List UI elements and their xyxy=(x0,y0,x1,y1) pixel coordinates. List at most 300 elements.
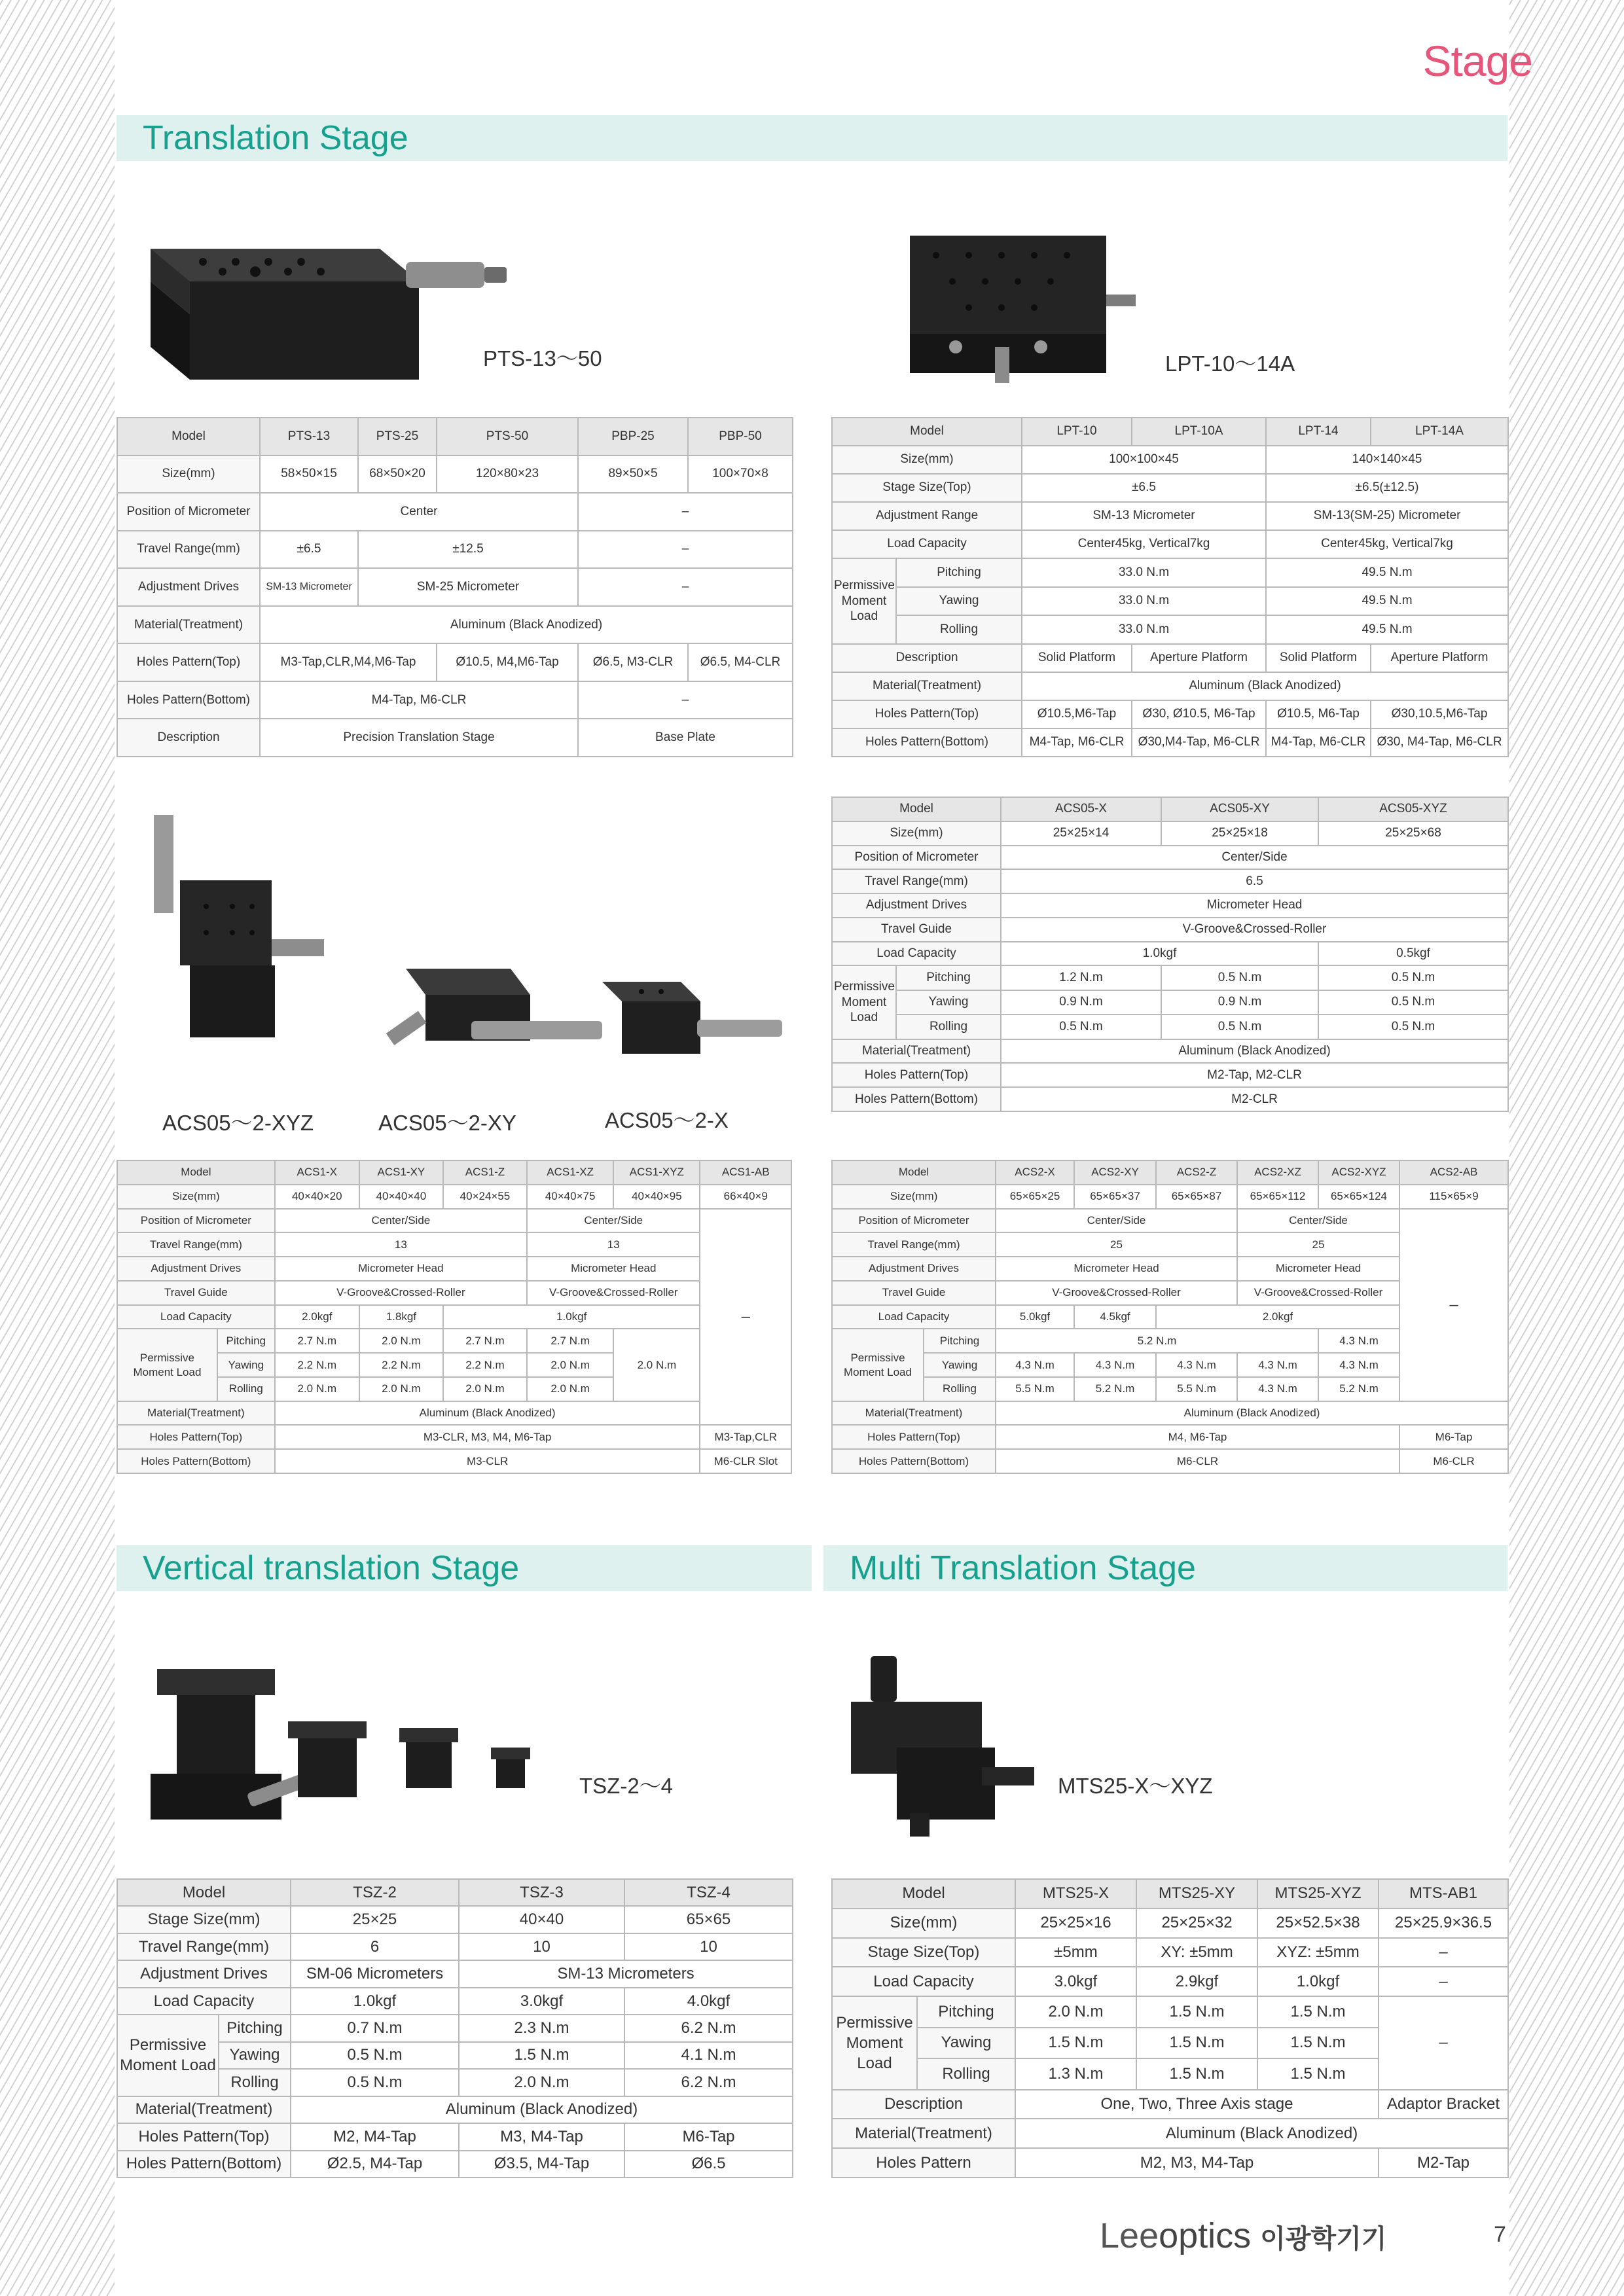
table-cell: Holes Pattern(Top) xyxy=(832,700,1022,728)
table-cell: Size(mm) xyxy=(832,1185,996,1209)
table-cell: XYZ: ±5mm xyxy=(1257,1938,1379,1967)
table-cell: Center45kg, Vertical7kg xyxy=(1022,530,1266,558)
table-cell: 40×40×95 xyxy=(613,1185,700,1209)
table-cell: 0.9 N.m xyxy=(1161,990,1318,1014)
acs05-x-caption: ACS05～2-X xyxy=(605,1108,729,1132)
table-cell: Model xyxy=(832,418,1022,446)
table-cell: Aluminum (Black Anodized) xyxy=(996,1401,1508,1426)
table-cell: 0.5 N.m xyxy=(1318,1014,1508,1039)
lpt-spec-table xyxy=(831,417,1509,757)
table-cell: Micrometer Head xyxy=(1237,1257,1399,1281)
table-cell: V-Groove&Crossed-Roller xyxy=(1237,1281,1399,1305)
table-cell: 4.5kgf xyxy=(1074,1305,1156,1329)
acs05-xyz-photo xyxy=(141,802,331,1050)
table-cell: Center/Side xyxy=(527,1209,700,1233)
table-cell: 0.7 N.m xyxy=(291,2015,459,2041)
lpt-stage-photo xyxy=(890,229,1139,386)
table-row xyxy=(832,728,1508,757)
table-cell: Adjustment Drives xyxy=(832,893,1001,918)
table-cell: 140×140×45 xyxy=(1266,446,1508,474)
table-cell: Load Capacity xyxy=(832,1305,996,1329)
table-cell: MTS-AB1 xyxy=(1379,1879,1508,1909)
table-cell: Travel Guide xyxy=(117,1281,275,1305)
table-cell: Stage Size(Top) xyxy=(832,1938,1015,1967)
table-cell: Rolling xyxy=(917,2058,1015,2090)
table-cell: 25 xyxy=(1237,1232,1399,1257)
table-row xyxy=(117,456,793,493)
table-row xyxy=(117,2096,793,2123)
table-cell: PTS-25 xyxy=(358,418,437,456)
table-cell: 25×25.9×36.5 xyxy=(1379,1909,1508,1938)
table-cell: 4.3 N.m xyxy=(1318,1353,1399,1377)
table-row xyxy=(832,1185,1508,1209)
table-cell: Center/Side xyxy=(1001,846,1508,870)
table-cell: 2.2 N.m xyxy=(359,1353,443,1377)
table-row xyxy=(117,1879,793,1906)
table-cell: ±6.5 xyxy=(260,531,358,569)
table-cell: – xyxy=(578,531,793,569)
table-cell: M2-CLR xyxy=(1001,1087,1508,1111)
table-cell: 25×25×32 xyxy=(1136,1909,1257,1938)
table-cell: ±6.5(±12.5) xyxy=(1266,474,1508,502)
table-cell: M2, M4-Tap xyxy=(291,2123,459,2150)
table-cell: Ø2.5, M4-Tap xyxy=(291,2151,459,2178)
table-cell: Load Capacity xyxy=(832,530,1022,558)
table-cell: Description xyxy=(117,719,260,757)
table-cell: Yawing xyxy=(924,1353,996,1377)
table-cell: 4.3 N.m xyxy=(1074,1353,1156,1377)
table-cell: V-Groove&Crossed-Roller xyxy=(1001,918,1508,942)
table-cell: Travel Range(mm) xyxy=(832,1232,996,1257)
table-cell: Solid Platform xyxy=(1022,644,1132,672)
table-cell: 1.2 N.m xyxy=(1001,965,1161,990)
table-row xyxy=(832,1996,1508,2028)
table-cell: Adjustment Drives xyxy=(832,1257,996,1281)
table-cell: Material(Treatment) xyxy=(117,606,260,644)
table-row xyxy=(832,615,1508,644)
table-cell: Ø10.5, M4,M6-Tap xyxy=(437,643,578,681)
table-cell: 3.0kgf xyxy=(1015,1967,1136,1996)
table-cell: – xyxy=(1379,1996,1508,2090)
table-cell: 2.0 N.m xyxy=(275,1377,359,1401)
table-cell: Holes Pattern(Top) xyxy=(117,2123,291,2150)
table-row xyxy=(117,1232,791,1257)
table-row xyxy=(832,1401,1508,1426)
table-cell: Model xyxy=(117,1879,291,1906)
table-cell: TSZ-4 xyxy=(624,1879,793,1906)
table-cell: 1.5 N.m xyxy=(459,2042,624,2069)
table-cell: Travel Range(mm) xyxy=(117,1232,275,1257)
table-row xyxy=(832,1063,1508,1087)
mts-stage-photo xyxy=(844,1649,1041,1839)
table-cell: 2.7 N.m xyxy=(275,1329,359,1353)
table-cell: 0.5 N.m xyxy=(291,2069,459,2096)
table-cell: 65×65 xyxy=(624,1906,793,1933)
table-row xyxy=(117,1906,793,1933)
table-cell: 25×25×18 xyxy=(1161,821,1318,846)
table-row xyxy=(832,893,1508,918)
table-cell: ±12.5 xyxy=(358,531,578,569)
table-cell: 25×52.5×38 xyxy=(1257,1909,1379,1938)
mts-caption: MTS25-X～XYZ xyxy=(1058,1774,1213,1798)
table-row xyxy=(832,821,1508,846)
table-cell: 100×70×8 xyxy=(688,456,793,493)
table-cell: Aluminum (Black Anodized) xyxy=(1022,672,1508,700)
table-cell: Micrometer Head xyxy=(527,1257,700,1281)
table-cell: Ø3.5, M4-Tap xyxy=(459,2151,624,2178)
table-cell: Base Plate xyxy=(578,719,793,757)
table-cell: Center/Side xyxy=(1237,1209,1399,1233)
table-cell: M2-Tap, M2-CLR xyxy=(1001,1063,1508,1087)
table-row xyxy=(117,568,793,606)
table-cell: M6-Tap xyxy=(1399,1425,1508,1449)
table-cell: Rolling xyxy=(217,1377,275,1401)
table-cell: 2.0 N.m xyxy=(527,1353,613,1377)
table-cell: 6.2 N.m xyxy=(624,2069,793,2096)
table-cell: 49.5 N.m xyxy=(1266,558,1508,587)
table-cell: M3-Tap,CLR xyxy=(700,1425,791,1449)
table-cell: MTS25-X xyxy=(1015,1879,1136,1909)
table-cell: V-Groove&Crossed-Roller xyxy=(275,1281,527,1305)
table-row xyxy=(832,644,1508,672)
table-cell: Holes Pattern(Bottom) xyxy=(832,728,1022,757)
table-cell: Aluminum (Black Anodized) xyxy=(260,606,793,644)
table-cell: Holes Pattern(Top) xyxy=(117,1425,275,1449)
table-cell: 33.0 N.m xyxy=(1022,587,1266,616)
table-cell: Micrometer Head xyxy=(996,1257,1237,1281)
table-cell: 49.5 N.m xyxy=(1266,587,1508,616)
table-cell: ACS1-XZ xyxy=(527,1160,613,1185)
table-cell: 1.0kgf xyxy=(291,1988,459,2015)
pts-stage-photo xyxy=(144,223,511,399)
table-cell: Holes Pattern(Top) xyxy=(832,1063,1001,1087)
table-cell: Position of Micrometer xyxy=(117,1209,275,1233)
table-cell: 0.5 N.m xyxy=(1161,1014,1318,1039)
table-row xyxy=(832,1909,1508,1938)
table-cell: Aperture Platform xyxy=(1132,644,1266,672)
table-cell: Size(mm) xyxy=(832,1909,1015,1938)
table-cell: M6-Tap xyxy=(624,2123,793,2150)
table-cell: Yawing xyxy=(219,2042,291,2069)
table-row xyxy=(117,2123,793,2150)
table-cell: Adjustment Drives xyxy=(117,568,260,606)
right-stripe-decoration xyxy=(1509,0,1624,2296)
table-row xyxy=(832,474,1508,502)
table-cell: 13 xyxy=(527,1232,700,1257)
table-cell: 2.2 N.m xyxy=(275,1353,359,1377)
table-cell: 40×40×40 xyxy=(359,1185,443,1209)
table-cell: 5.2 N.m xyxy=(1318,1377,1399,1401)
table-cell: 40×40 xyxy=(459,1906,624,1933)
table-cell: 10 xyxy=(459,1933,624,1960)
table-cell: Permissive Moment Load xyxy=(832,965,896,1039)
brand-optics: optics xyxy=(1159,2216,1252,2255)
table-row xyxy=(832,1879,1508,1909)
table-cell: Permissive Moment Load xyxy=(832,1996,917,2090)
pts-spec-table xyxy=(117,417,793,757)
table-cell: M6-CLR Slot xyxy=(700,1449,791,1473)
table-cell: M4-Tap, M6-CLR xyxy=(260,681,578,719)
table-row xyxy=(832,2148,1508,2178)
section-title-translation: Translation Stage xyxy=(117,115,1507,161)
table-cell: 6.2 N.m xyxy=(624,2015,793,2041)
table-cell: 1.0kgf xyxy=(1001,942,1318,966)
table-cell: M4-Tap, M6-CLR xyxy=(1266,728,1371,757)
table-cell: SM-13 Micrometer xyxy=(1022,502,1266,530)
table-cell: M3-Tap,CLR,M4,M6-Tap xyxy=(260,643,437,681)
table-cell: Stage Size(Top) xyxy=(832,474,1022,502)
table-row xyxy=(832,446,1508,474)
table-cell: Material(Treatment) xyxy=(117,2096,291,2123)
acs05-xyz-caption: ACS05～2-XYZ xyxy=(162,1111,314,1135)
table-cell: Adjustment Drives xyxy=(117,1257,275,1281)
tsz-stage-photo xyxy=(144,1656,576,1839)
table-cell: Model xyxy=(832,1879,1015,1909)
table-row xyxy=(832,530,1508,558)
table-cell: SM-13 Micrometers xyxy=(459,1960,793,1987)
table-cell: Ø6.5, M3-CLR xyxy=(578,643,688,681)
table-cell: ACS1-AB xyxy=(700,1160,791,1185)
table-cell: Stage Size(mm) xyxy=(117,1906,291,1933)
table-cell: 5.0kgf xyxy=(996,1305,1074,1329)
tsz-spec-table xyxy=(117,1878,793,2178)
table-cell: M4, M6-Tap xyxy=(996,1425,1399,1449)
table-cell: 1.5 N.m xyxy=(1136,1996,1257,2028)
table-cell: 1.5 N.m xyxy=(1257,2028,1379,2059)
table-row xyxy=(832,502,1508,530)
table-cell: 65×65×37 xyxy=(1074,1185,1156,1209)
table-row xyxy=(117,643,793,681)
table-cell: 2.0 N.m xyxy=(359,1329,443,1353)
section-title-multi: Multi Translation Stage xyxy=(823,1545,1507,1591)
table-cell: ±5mm xyxy=(1015,1938,1136,1967)
acs05-xy-photo xyxy=(380,956,602,1086)
table-row xyxy=(832,1938,1508,1967)
table-cell: 1.3 N.m xyxy=(1015,2058,1136,2090)
table-cell: Micrometer Head xyxy=(275,1257,527,1281)
table-cell: Size(mm) xyxy=(117,1185,275,1209)
table-cell: Yawing xyxy=(896,587,1022,616)
table-cell: LPT-10 xyxy=(1022,418,1132,446)
tsz-caption: TSZ-2～4 xyxy=(579,1774,674,1798)
table-cell: SM-06 Micrometers xyxy=(291,1960,459,1987)
table-cell: Aluminum (Black Anodized) xyxy=(291,2096,793,2123)
table-cell: 25×25 xyxy=(291,1906,459,1933)
table-cell: 1.5 N.m xyxy=(1136,2028,1257,2059)
table-cell: Solid Platform xyxy=(1266,644,1371,672)
table-cell: One, Two, Three Axis stage xyxy=(1015,2090,1379,2119)
table-cell: Aluminum (Black Anodized) xyxy=(275,1401,700,1426)
table-cell: 40×40×75 xyxy=(527,1185,613,1209)
table-cell: Ø30,M4-Tap, M6-CLR xyxy=(1132,728,1266,757)
table-cell: Pitching xyxy=(219,2015,291,2041)
table-cell: Holes Pattern(Bottom) xyxy=(832,1449,996,1473)
table-cell: Ø30, Ø10.5, M6-Tap xyxy=(1132,700,1266,728)
mts-spec-table xyxy=(831,1878,1509,2178)
table-cell: 65×65×112 xyxy=(1237,1185,1318,1209)
table-row xyxy=(832,418,1508,446)
table-cell: Position of Micrometer xyxy=(832,846,1001,870)
table-cell: SM-13 Micrometer xyxy=(260,568,358,606)
table-cell: 120×80×23 xyxy=(437,456,578,493)
table-cell: M6-CLR xyxy=(996,1449,1399,1473)
table-cell: Load Capacity xyxy=(117,1305,275,1329)
table-cell: XY: ±5mm xyxy=(1136,1938,1257,1967)
table-row xyxy=(117,719,793,757)
table-cell: Ø10.5, M6-Tap xyxy=(1266,700,1371,728)
table-cell: Rolling xyxy=(219,2069,291,2096)
table-cell: 1.8kgf xyxy=(359,1305,443,1329)
table-cell: – xyxy=(578,568,793,606)
table-row xyxy=(117,1933,793,1960)
table-cell: – xyxy=(1379,1938,1508,1967)
table-cell: M6-CLR xyxy=(1399,1449,1508,1473)
table-cell: – xyxy=(578,681,793,719)
table-row xyxy=(117,681,793,719)
table-row xyxy=(832,1425,1508,1449)
table-cell: Permissive Moment Load xyxy=(117,1329,217,1401)
table-cell: 1.5 N.m xyxy=(1015,2028,1136,2059)
table-cell: LPT-14 xyxy=(1266,418,1371,446)
table-cell: M3-CLR, M3, M4, M6-Tap xyxy=(275,1425,700,1449)
table-cell: 1.5 N.m xyxy=(1257,2058,1379,2090)
table-cell: Yawing xyxy=(217,1353,275,1377)
table-cell: 1.5 N.m xyxy=(1257,1996,1379,2028)
table-cell: 2.0kgf xyxy=(275,1305,359,1329)
table-row xyxy=(117,1988,793,2015)
table-cell: LPT-10A xyxy=(1132,418,1266,446)
table-cell: 0.9 N.m xyxy=(1001,990,1161,1014)
table-cell: Ø10.5,M6-Tap xyxy=(1022,700,1132,728)
table-row xyxy=(832,918,1508,942)
table-cell: Aperture Platform xyxy=(1371,644,1508,672)
table-cell: Aluminum (Black Anodized) xyxy=(1015,2119,1508,2148)
table-cell: ACS2-X xyxy=(996,1160,1074,1185)
table-row xyxy=(117,1401,791,1426)
table-row xyxy=(832,846,1508,870)
table-row xyxy=(117,2015,793,2041)
table-cell: Ø6.5, M4-CLR xyxy=(688,643,793,681)
table-cell: M3-CLR xyxy=(275,1449,700,1473)
table-cell: 0.5 N.m xyxy=(1001,1014,1161,1039)
table-cell: 65×65×87 xyxy=(1156,1185,1237,1209)
table-row xyxy=(832,672,1508,700)
table-cell: 6.5 xyxy=(1001,869,1508,893)
table-row xyxy=(117,606,793,644)
table-cell: Permissive Moment Load xyxy=(117,2015,219,2096)
table-row xyxy=(117,1425,791,1449)
table-cell: 0.5 N.m xyxy=(1318,990,1508,1014)
table-cell: Pitching xyxy=(924,1329,996,1353)
table-cell: Permissive Moment Load xyxy=(832,558,896,644)
table-cell: PTS-50 xyxy=(437,418,578,456)
table-cell: Yawing xyxy=(917,2028,1015,2059)
table-cell: MTS25-XY xyxy=(1136,1879,1257,1909)
brand-korean: 이광학기기 xyxy=(1260,2225,1387,2253)
table-row xyxy=(117,1281,791,1305)
table-cell: Model xyxy=(832,797,1001,821)
table-cell: Position of Micrometer xyxy=(117,493,260,531)
table-cell: Aluminum (Black Anodized) xyxy=(1001,1039,1508,1064)
table-row xyxy=(832,1967,1508,1996)
table-row xyxy=(117,2069,793,2096)
table-cell: Pitching xyxy=(896,558,1022,587)
table-cell: Adjustment Range xyxy=(832,502,1022,530)
table-cell: Holes Pattern(Bottom) xyxy=(832,1087,1001,1111)
table-cell: ACS05-XYZ xyxy=(1318,797,1508,821)
table-cell: 100×100×45 xyxy=(1022,446,1266,474)
table-cell: Travel Guide xyxy=(832,918,1001,942)
table-cell: 49.5 N.m xyxy=(1266,615,1508,644)
table-cell: ACS2-XY xyxy=(1074,1160,1156,1185)
table-row xyxy=(117,2042,793,2069)
table-cell: 4.1 N.m xyxy=(624,2042,793,2069)
table-cell: Size(mm) xyxy=(832,446,1022,474)
table-cell: 89×50×5 xyxy=(578,456,688,493)
table-cell: Description xyxy=(832,2090,1015,2119)
table-cell: ACS05-XY xyxy=(1161,797,1318,821)
table-row xyxy=(832,1209,1508,1233)
table-row xyxy=(832,797,1508,821)
table-cell: 5.5 N.m xyxy=(1156,1377,1237,1401)
table-cell: Material(Treatment) xyxy=(832,1039,1001,1064)
brand-lee: Lee xyxy=(1100,2216,1159,2255)
table-cell: Permissive Moment Load xyxy=(832,1329,924,1401)
table-cell: 2.7 N.m xyxy=(527,1329,613,1353)
table-cell: Micrometer Head xyxy=(1001,893,1508,918)
table-cell: 40×40×20 xyxy=(275,1185,359,1209)
table-cell: 58×50×15 xyxy=(260,456,358,493)
table-cell: 0.5 N.m xyxy=(1318,965,1508,990)
table-cell: Travel Range(mm) xyxy=(832,869,1001,893)
table-cell: 4.3 N.m xyxy=(1318,1329,1399,1353)
table-cell: 2.9kgf xyxy=(1136,1967,1257,1996)
table-cell: Model xyxy=(832,1160,996,1185)
table-row xyxy=(117,2151,793,2178)
table-cell: PBP-50 xyxy=(688,418,793,456)
table-cell: 65×65×25 xyxy=(996,1185,1074,1209)
table-cell: Load Capacity xyxy=(832,1967,1015,1996)
table-cell: 0.5 N.m xyxy=(1161,965,1318,990)
table-cell: ACS1-XYZ xyxy=(613,1160,700,1185)
table-cell: PTS-13 xyxy=(260,418,358,456)
table-cell: 2.2 N.m xyxy=(443,1353,527,1377)
table-cell: Material(Treatment) xyxy=(117,1401,275,1426)
table-row xyxy=(832,558,1508,587)
table-cell: M4-Tap, M6-CLR xyxy=(1022,728,1132,757)
table-cell: 115×65×9 xyxy=(1399,1185,1508,1209)
table-cell: Holes Pattern(Bottom) xyxy=(117,1449,275,1473)
table-cell: 3.0kgf xyxy=(459,1988,624,2015)
table-cell: Rolling xyxy=(896,1014,1001,1039)
lpt-caption: LPT-10～14A xyxy=(1165,351,1295,376)
table-cell: Position of Micrometer xyxy=(832,1209,996,1233)
table-cell: ACS05-X xyxy=(1001,797,1161,821)
table-cell: Model xyxy=(117,1160,275,1185)
table-cell: Description xyxy=(832,644,1022,672)
table-cell: 5.2 N.m xyxy=(996,1329,1318,1353)
table-row xyxy=(832,990,1508,1014)
table-cell: Travel Range(mm) xyxy=(117,1933,291,1960)
table-cell: Rolling xyxy=(924,1377,996,1401)
table-cell: 2.7 N.m xyxy=(443,1329,527,1353)
table-cell: 2.0kgf xyxy=(1156,1305,1399,1329)
page-number: 7 xyxy=(1494,2222,1506,2247)
table-cell: Holes Pattern(Bottom) xyxy=(117,2151,291,2178)
table-cell: Pitching xyxy=(217,1329,275,1353)
table-cell: Center45kg, Vertical7kg xyxy=(1266,530,1508,558)
table-row xyxy=(832,942,1508,966)
